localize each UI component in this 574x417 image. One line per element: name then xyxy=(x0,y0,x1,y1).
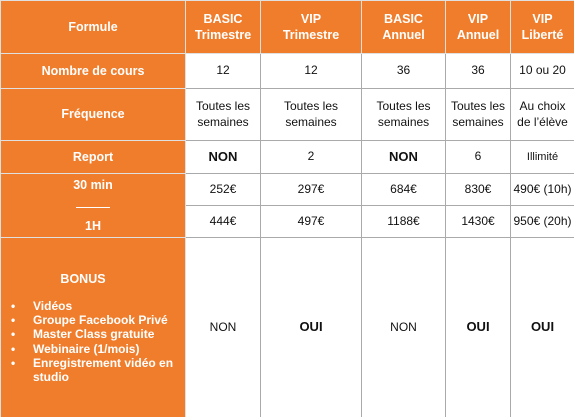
cell-value: 297€ xyxy=(261,174,362,206)
plan-period: Trimestre xyxy=(194,28,252,42)
cell-value xyxy=(511,89,574,141)
cell-value: Illimité xyxy=(511,141,574,174)
bonus-item: • Master Class gratuite xyxy=(11,327,175,341)
bonus-item: • Groupe Facebook Privé xyxy=(11,313,175,327)
plan-period: Liberté xyxy=(521,28,564,42)
plan-name: BASIC xyxy=(384,11,423,26)
bonus-title: BONUS xyxy=(60,271,106,286)
cell-value: 830€ xyxy=(446,174,511,206)
duration-label-stack xyxy=(1,174,185,237)
cell-line: semaines xyxy=(285,114,337,129)
row-bonus xyxy=(1,238,574,417)
plan-name: BASIC xyxy=(203,11,243,26)
row-label: Fréquence xyxy=(1,89,186,141)
cell-value: OUI xyxy=(511,238,574,417)
plan-header-vip-trimestre xyxy=(261,1,362,54)
cell-value: NON xyxy=(186,238,261,417)
cell-value: NON xyxy=(362,238,446,417)
plan-header-basic-annuel xyxy=(362,1,446,54)
cell-value xyxy=(186,89,261,141)
cell-value: NON xyxy=(186,141,261,174)
cell-line: Toutes les xyxy=(376,98,431,113)
cell-value: 252€ xyxy=(186,174,261,206)
cell-value: 12 xyxy=(186,54,261,89)
cell-line: Toutes les xyxy=(195,98,251,113)
row-report xyxy=(1,141,574,174)
cell-value: 6 xyxy=(446,141,511,174)
cell-value: 490€ (10h) xyxy=(511,174,574,206)
cell-line: Au choix xyxy=(519,98,566,113)
cell-value: 1188€ xyxy=(362,206,446,238)
plan-period: Annuel xyxy=(382,28,425,42)
cell-value: 950€ (20h) xyxy=(511,206,574,238)
duration-30min-label: 30 min xyxy=(73,177,113,192)
bonus-list xyxy=(11,299,175,384)
duration-label xyxy=(1,174,186,238)
cell-value: OUI xyxy=(446,238,511,417)
cell-line: semaines xyxy=(197,114,249,129)
cell-value: 36 xyxy=(446,54,511,89)
row-nombre-de-cours xyxy=(1,54,574,89)
bonus-item: • Webinaire (1/mois) xyxy=(11,342,175,356)
cell-value: 10 ou 20 xyxy=(511,54,574,89)
plan-name: VIP xyxy=(300,11,322,26)
plan-period: Annuel xyxy=(456,28,500,42)
plan-header-vip-liberte xyxy=(511,1,574,54)
cell-value xyxy=(261,89,362,141)
plan-name: VIP xyxy=(532,11,553,26)
plan-name: VIP xyxy=(467,11,489,26)
cell-value: 444€ xyxy=(186,206,261,238)
cell-value: 497€ xyxy=(261,206,362,238)
cell-value: 36 xyxy=(362,54,446,89)
bonus-cell xyxy=(1,238,186,417)
cell-line: semaines xyxy=(377,114,430,129)
plan-header-basic-trimestre xyxy=(186,1,261,54)
cell-value xyxy=(362,89,446,141)
cell-line: Toutes les xyxy=(283,98,339,113)
cell-line: de l’élève xyxy=(517,114,568,129)
header-row xyxy=(1,1,574,54)
cell-value: OUI xyxy=(261,238,362,417)
row-price-30min xyxy=(1,174,574,206)
formule-header: Formule xyxy=(1,1,186,54)
cell-value: 1430€ xyxy=(446,206,511,238)
cell-value xyxy=(446,89,511,141)
duration-1h-label: 1H xyxy=(85,219,101,233)
duration-divider xyxy=(76,207,110,208)
cell-line: semaines xyxy=(452,114,504,129)
row-label: Nombre de cours xyxy=(1,54,186,89)
row-frequence xyxy=(1,89,574,141)
cell-value: 684€ xyxy=(362,174,446,206)
cell-value: 12 xyxy=(261,54,362,89)
cell-value: 2 xyxy=(261,141,362,174)
bonus-item: • Vidéos xyxy=(11,299,175,313)
plan-period: Trimestre xyxy=(282,28,340,42)
bonus-item: • Enregistrement vidéo en studio xyxy=(11,356,175,384)
row-label: Report xyxy=(1,141,186,174)
cell-value: NON xyxy=(362,141,446,174)
cell-line: Toutes les xyxy=(450,98,506,113)
plan-header-vip-annuel xyxy=(446,1,511,54)
